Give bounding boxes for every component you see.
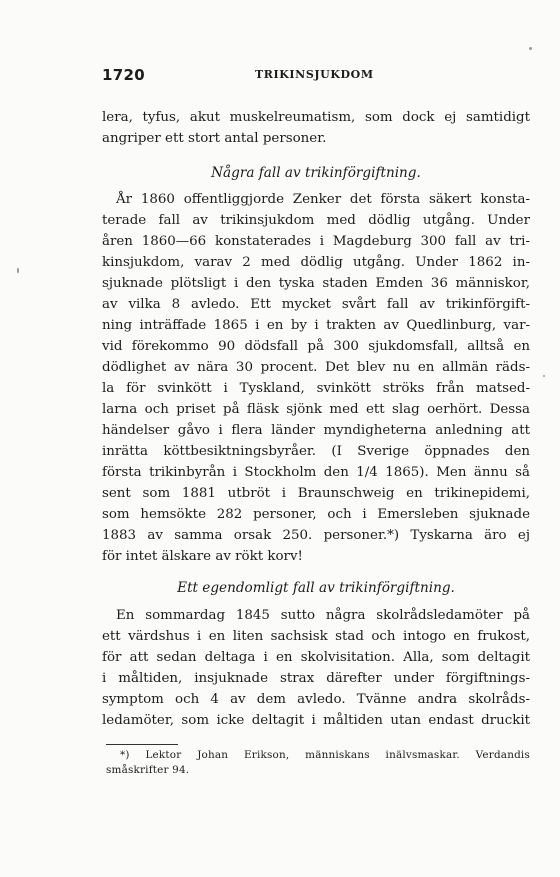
text-line: ledamöter, som icke deltagit i måltiden utan endast druckit	[102, 713, 530, 728]
text-line: 1883 av samma orsak 250. personer.*) Tyskarna äro ej	[102, 528, 530, 543]
text-line: År 1860 offentliggjorde Zenker det första säkert konsta-	[116, 192, 530, 207]
text-line: inrätta köttbesiktningsbyråer. (I Sverige öppnades den	[102, 444, 530, 459]
text-line: händelser gåvo i flera länder myndigheterna anledning att	[102, 423, 530, 438]
text-line: sent som 1881 utbröt i Braunschweig en trikinepidemi,	[102, 486, 530, 501]
paper-speck	[543, 375, 545, 377]
text-line: åren 1860—66 konstaterades i Magdeburg 300 fall av tri-	[102, 234, 530, 249]
text-line: En sommardag 1845 sutto några skolrådsledamöter på	[116, 608, 530, 623]
text-line: ett värdshus i en liten sachsisk stad och intogo en frukost,	[102, 629, 530, 644]
text-line: ning inträffade 1865 i en by i trakten av Quedlinburg, var-	[102, 318, 530, 333]
text-line: av vilka 8 avledo. Ett mycket svårt fall av trikinförgift-	[102, 297, 530, 312]
text-line: angriper ett stort antal personer.	[102, 131, 327, 146]
text-line: lera, tyfus, akut muskelreumatism, som dock ej samtidigt	[102, 110, 530, 125]
text-line: larna och priset på fläsk sjönk med ett slag oerhört. Dessa	[102, 402, 530, 417]
text-line: första trikinbyrån i Stockholm den 1/4 1865). Men ännu så	[102, 465, 530, 480]
running-head: TRIKINSJUKDOM	[255, 68, 374, 81]
text-line: symptom och 4 av dem avledo. Tvänne andra skolråds-	[102, 692, 530, 707]
text-line: sjuknade plötsligt i den tyska staden Emden 36 människor,	[102, 276, 530, 291]
footnote-line: *) Lektor Johan Erikson, människans inälvsmaskar. Verdandis	[120, 749, 530, 761]
page-header	[102, 66, 530, 88]
page-number: 1720	[102, 66, 145, 84]
text-line: terade fall av trikinsjukdom med dödlig utgång. Under	[102, 213, 530, 228]
paper-speck	[529, 47, 532, 50]
text-line: för att sedan deltaga i en skolvisitation. Alla, som deltagit	[102, 650, 530, 665]
section-heading: Ett egendomligt fall av trikinförgiftning.	[177, 580, 455, 596]
text-line: kinsjukdom, varav 2 med dödlig utgång. Under 1862 in-	[102, 255, 530, 270]
text-line: la för svinkött i Tyskland, svinkött ströks från matsed-	[102, 381, 530, 396]
text-line: för intet älskare av rökt korv!	[102, 549, 303, 564]
text-line: i måltiden, insjuknade strax därefter under förgiftnings-	[102, 671, 530, 686]
text-line: vid förekommo 90 dödsfall på 300 sjukdomsfall, alltså en	[102, 339, 530, 354]
text-line: som hemsökte 282 personer, och i Emersleben sjuknade	[102, 507, 530, 522]
footnote-rule	[106, 744, 178, 745]
paper-speck	[17, 268, 19, 273]
section-heading: Några fall av trikinförgiftning.	[211, 165, 421, 181]
text-line: dödlighet av nära 30 procent. Det blev nu en allmän räds-	[102, 360, 530, 375]
footnote-line: småskrifter 94.	[106, 764, 190, 776]
